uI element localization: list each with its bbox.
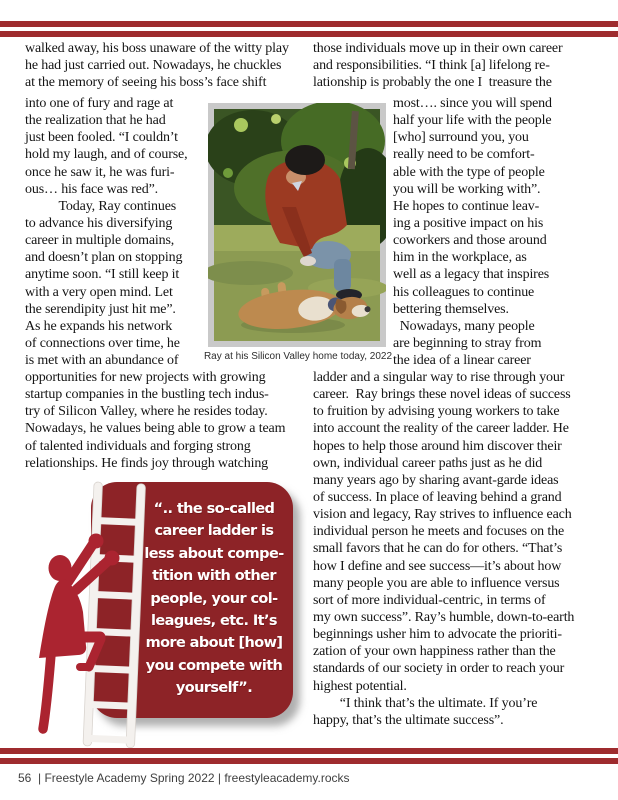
text-line: with a very open mind. Let — [25, 284, 173, 300]
text-line: of success. In place of leaving behind a grand — [313, 489, 562, 505]
left-column-top-text — [25, 40, 289, 91]
text-line: into account the reality of the career ladder. He — [313, 421, 569, 437]
text-line: how I define and see success—it’s about how — [313, 558, 562, 574]
right-column-bottom-text — [313, 369, 574, 729]
text-line: less about compe- — [144, 545, 284, 562]
text-line: to advance his diversifying — [25, 215, 173, 231]
text-line: walked away, his boss unaware of the witty play — [25, 41, 289, 56]
text-line: highest potential. — [313, 678, 407, 694]
text-line: “I think that’s the ultimate. If you’re — [313, 695, 538, 711]
text-line: As he expands his network — [25, 318, 173, 334]
text-line: sort of more individual-centric, in terms of — [313, 592, 546, 608]
text-line: own, individual career paths just as he did — [313, 455, 543, 471]
text-line: happy, that’s the ultimate success”. — [313, 712, 504, 728]
photo-caption: Ray at his Silicon Valley home today, 2022 — [203, 351, 393, 362]
text-line: hopes to help those around him discover their — [313, 438, 562, 454]
text-line: small favors that he can do for others. “That’s — [313, 541, 563, 557]
text-line: the realization that he had — [25, 113, 166, 129]
text-line: half your life with the people — [393, 113, 552, 129]
text-line: of talented individuals and forging strong — [25, 438, 251, 454]
left-column-wrap-text — [25, 95, 187, 369]
text-line: ladder and a singular way to rise through your — [313, 370, 565, 385]
bottom-rule-2 — [0, 758, 618, 764]
text-line: beginnings usher him to advocate the prioriti- — [313, 627, 562, 643]
top-rule-1 — [0, 21, 618, 27]
top-rule-2 — [0, 31, 618, 37]
text-line: you will be working with”. — [393, 181, 541, 197]
right-column-wrap-text — [393, 95, 552, 369]
text-line: people, your col- — [150, 590, 278, 607]
text-line: and doesn’t plan on stopping — [25, 250, 183, 266]
text-line: are beginning to stray from — [393, 335, 542, 351]
text-line: ous… his face was red”. — [25, 181, 159, 197]
footer-text: 56 | Freestyle Academy Spring 2022 | freestyleacademy.rocks — [18, 771, 350, 785]
text-line: those individuals move up in their own career — [313, 41, 563, 56]
ray-photo — [208, 103, 386, 347]
text-line: yourself”. — [175, 680, 253, 697]
text-line: at the memory of seeing his boss’s face shift — [25, 75, 267, 91]
text-line: individual person he meets and focuses on the — [313, 524, 565, 540]
text-line: He hopes to continue leav- — [393, 198, 540, 214]
text-line: coworkers and those around — [393, 233, 547, 249]
text-line: try of Silicon Valley, where he resides today. — [25, 404, 268, 420]
photo-scene — [208, 103, 386, 341]
text-line: and responsibilities. “I think [a] lifelong re- — [313, 58, 550, 74]
text-line: ing a positive impact on his — [393, 215, 544, 231]
text-line: more about [how] — [145, 635, 283, 652]
text-line: most…. since you will spend — [393, 96, 552, 111]
right-column-top-text — [313, 40, 562, 91]
text-line: leagues, etc. It’s — [151, 612, 277, 629]
text-line: my own success”. Ray’s humble, down-to-earth — [313, 609, 575, 625]
bottom-rule-1 — [0, 748, 618, 754]
text-line: the serendipity just hit me”. — [25, 301, 176, 317]
text-line: once he saw it, he was furi- — [25, 164, 175, 180]
text-line: opportunities for new projects with growing — [25, 370, 266, 385]
text-line: career ladder is — [154, 523, 274, 540]
text-line: you compete with — [145, 657, 283, 674]
text-line: startup companies in the bustling tech indus- — [25, 387, 269, 403]
text-line: Nowadays, many people — [393, 318, 535, 334]
text-line: well as a legacy that inspires — [393, 267, 550, 283]
text-line: standards of our society in order to reach your — [313, 661, 565, 677]
text-line: many years ago by sharing avant-garde ideas — [313, 472, 559, 488]
career-ladder-illustration — [30, 478, 170, 763]
text-line: tition with other — [152, 568, 276, 585]
text-line: “.. the so-called — [153, 501, 275, 517]
text-line: lationship is probably the one I treasure the — [313, 75, 552, 91]
text-line: his colleagues to continue — [393, 284, 535, 300]
text-line: Nowadays, he values being able to grow a team — [25, 421, 286, 437]
text-line: career in multiple domains, — [25, 233, 175, 249]
text-line: able with the type of people — [393, 164, 545, 180]
text-line: him in the workplace, as — [393, 250, 527, 266]
text-line: is met with an abundance of — [25, 353, 179, 369]
text-line: career. Ray brings these novel ideas of success — [313, 387, 571, 403]
text-line: anytime soon. “I still keep it — [25, 267, 180, 283]
text-line: he had just carried out. Nowadays, he chuckles — [25, 58, 282, 74]
text-line: of connections over time, he — [25, 335, 180, 351]
text-line: zation of your own happiness rather than the — [313, 644, 556, 660]
text-line: really need to be comfort- — [393, 147, 535, 163]
text-line: hold my laugh, and of course, — [25, 147, 188, 163]
text-line: the idea of a linear career — [393, 353, 531, 369]
text-line: Today, Ray continues — [25, 198, 177, 214]
text-line: to fruition by advising young workers to take — [313, 404, 560, 420]
text-line: into one of fury and rage at — [25, 96, 174, 111]
text-line: bettering themselves. — [393, 301, 509, 317]
text-line: vision and legacy, Ray strives to influence each — [313, 507, 572, 523]
left-column-bottom-text — [25, 369, 285, 472]
text-line: relationships. He finds joy through watching — [25, 455, 269, 471]
text-line: just been fooled. “I couldn’t — [25, 130, 178, 146]
ladder-icon — [83, 482, 146, 748]
text-line: many people you are able to influence versus — [313, 575, 560, 591]
text-line: [who] surround you, you — [393, 130, 529, 146]
